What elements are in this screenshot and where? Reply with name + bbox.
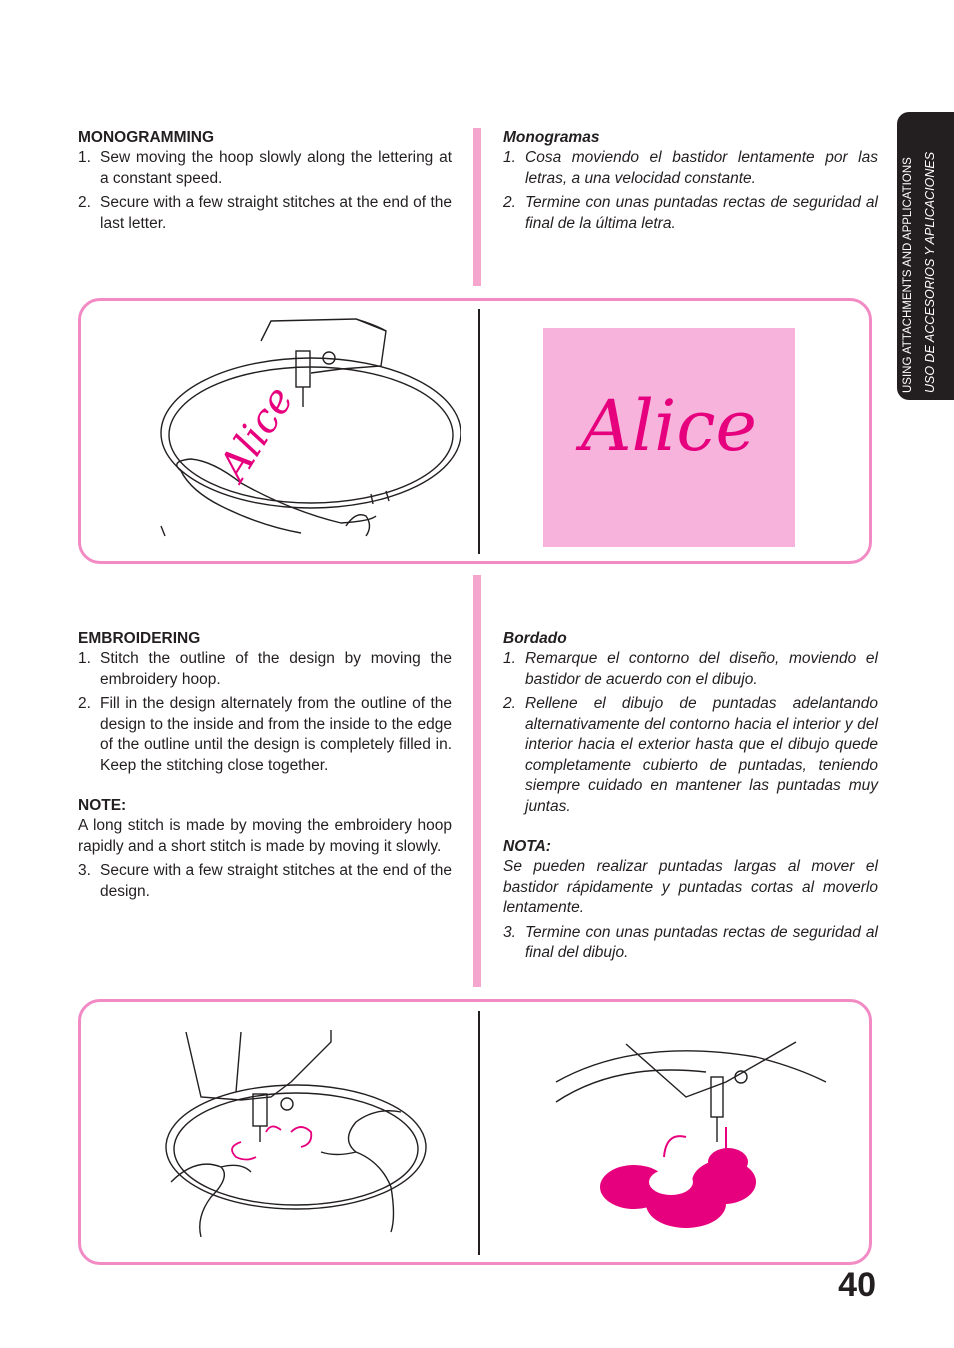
step-item: 2. Secure with a few straight stitches at the end of the last letter. — [78, 194, 452, 232]
alice-stitched-word: Alice — [210, 378, 303, 489]
monogramming-en-section — [78, 128, 452, 238]
embroidering-steps-es — [503, 649, 878, 817]
column-divider-bar — [473, 575, 481, 987]
monogramming-heading: MONOGRAMMING — [78, 129, 215, 146]
embroidering-illustration-panel — [78, 999, 872, 1265]
step-item: 2. Fill in the design alternately from the outline of the design to the inside and from the inside to the edge of the outline until the design is completely filled in. Keep the stitching close together. — [78, 695, 452, 774]
step-item: 2. Rellene el dibujo de puntadas adelantando alternativamente del contorno hacia el interior y del interior hacia el exterior hasta que el dibujo quede completamente cubierto de puntadas, teniendo siempre cuidado en mantener las puntadas muy juntas. — [503, 695, 878, 815]
embroidering-step3-es — [503, 923, 878, 964]
side-tab-line-spanish: USO DE ACCESORIOS Y APLICACIONES — [923, 151, 937, 393]
step-item: 1. Stitch the outline of the design by moving the embroidery hoop. — [78, 650, 452, 688]
step-item: 2. Termine con unas puntadas rectas de seguridad al final de la última letra. — [503, 194, 878, 232]
bordado-heading: Bordado — [503, 630, 567, 647]
hands-guiding-hoop-illustration — [141, 1022, 461, 1252]
monogramming-steps-es — [503, 148, 878, 234]
step-item: 1. Cosa moviendo el bastidor lentamente por las letras, a una velocidad constante. — [503, 149, 878, 187]
sewing-hoop-illustration — [141, 311, 461, 551]
flower-embroidery-illustration — [546, 1022, 846, 1252]
embroidering-es-section — [503, 629, 878, 968]
embroidering-steps-en — [78, 649, 452, 776]
note-heading: NOTE: — [78, 797, 127, 814]
monogramming-illustration-panel — [78, 298, 872, 564]
monogramming-es-section — [503, 128, 878, 238]
flower-outline-stitch — [232, 1126, 311, 1159]
embroidering-step3-en — [78, 861, 452, 902]
step-item: 1. Remarque el contorno del diseño, moviendo el bastidor de acuerdo con el dibujo. — [503, 650, 878, 688]
note-text: A long stitch is made by moving the embroidery hoop rapidly and a short stitch is made by moving it slowly. — [78, 817, 452, 855]
section-side-tab — [897, 112, 954, 400]
panel-divider — [478, 1011, 480, 1255]
page-number: 40 — [838, 1266, 876, 1304]
monogramas-heading: Monogramas — [503, 129, 600, 146]
side-tab-line-english: USING ATTACHMENTS AND APPLICATIONS — [902, 157, 914, 393]
embroidering-heading: EMBROIDERING — [78, 630, 201, 647]
monogramming-steps-en — [78, 148, 452, 234]
nota-heading: NOTA: — [503, 838, 551, 855]
step-item: 3. Termine con unas puntadas rectas de seguridad al final del dibujo. — [503, 923, 878, 961]
panel-divider — [478, 309, 480, 554]
nota-text: Se pueden realizar puntadas largas al mover el bastidor rápidamente y puntadas cortas al moverlo lentamente. — [503, 858, 878, 916]
step-item: 3. Secure with a few straight stitches at the end of the design. — [78, 862, 452, 900]
column-divider-bar — [473, 128, 481, 286]
embroidering-en-section — [78, 629, 452, 906]
step-item: 1. Sew moving the hoop slowly along the lettering at a constant speed. — [78, 149, 452, 187]
alice-monogram-swatch — [543, 328, 795, 547]
alice-monogram-text: Alice — [581, 385, 757, 467]
